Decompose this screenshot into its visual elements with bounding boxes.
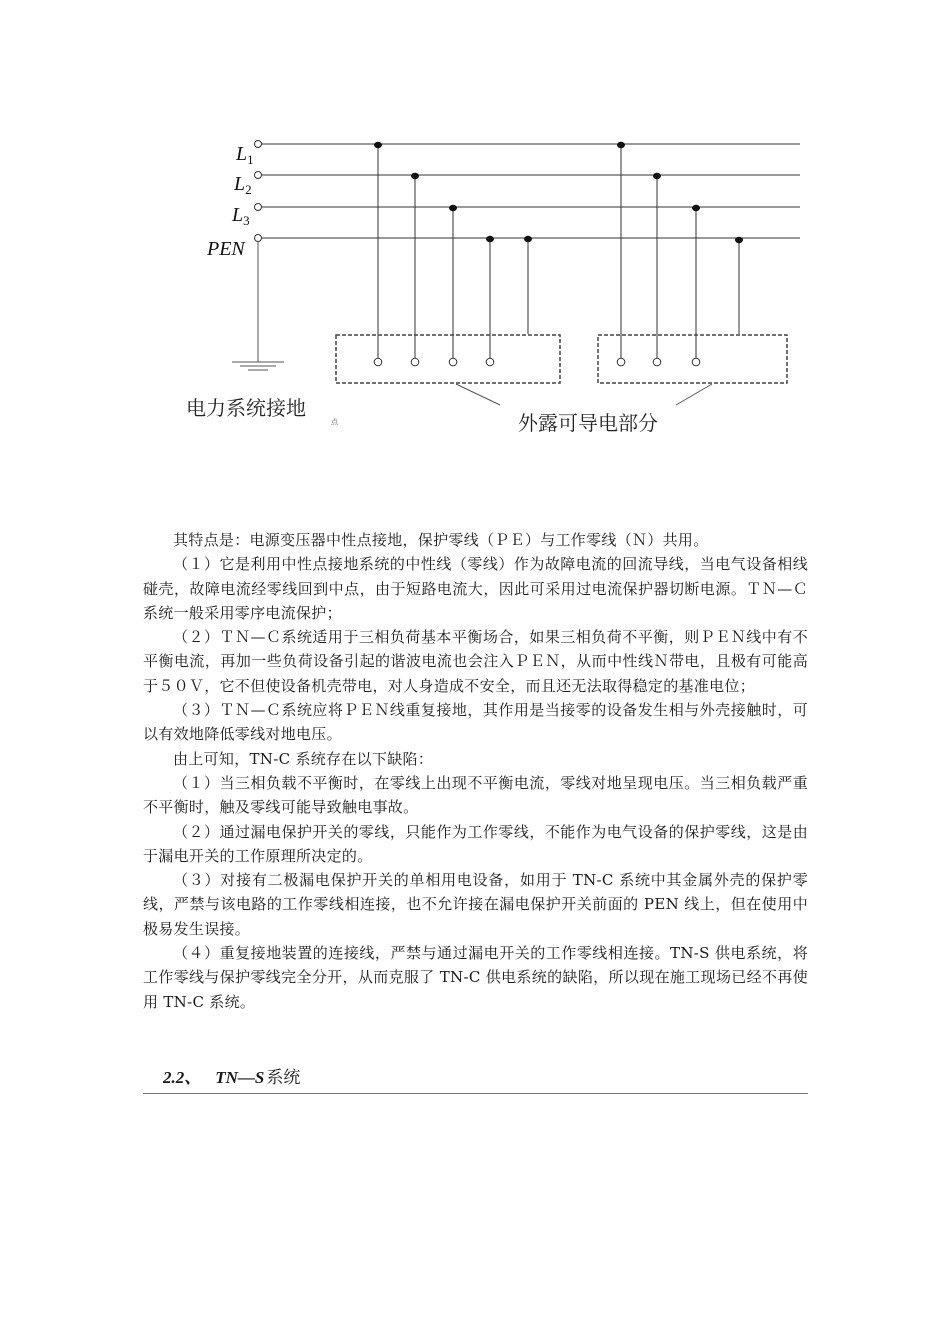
- terminal-l2: [255, 172, 262, 179]
- conductor-lines: [262, 144, 800, 238]
- label-l3: $L_3$: [232, 204, 250, 228]
- equipment-enclosure-left: [336, 335, 560, 383]
- label-l1: $L_1$: [236, 143, 254, 167]
- grounding-label-suffix: 点: [331, 418, 338, 426]
- terminal-pen: [255, 235, 262, 242]
- tn-c-system-diagram: [0, 0, 950, 500]
- terminals: [255, 141, 262, 242]
- ground-symbol: [232, 242, 284, 370]
- equipment-terminal: [374, 358, 382, 366]
- heading-rule: [143, 1093, 808, 1094]
- paragraph: （２）通过漏电保护开关的零线，只能作为工作零线，不能作为电气设备的保护零线，这是由于漏电开关的工作原理所决定的。: [143, 822, 808, 865]
- junction-dot: [524, 236, 532, 242]
- equipment-terminal: [411, 358, 419, 366]
- paragraph: （２）ＴＮ—Ｃ系统适用于三相负荷基本平衡场合，如果三相负荷不平衡，则ＰＥＮ线中有不平衡电流，再加一些负荷设备引起的谐波电流也会注入ＰＥＮ，从而中性线Ｎ带电，且极有可能高于５０Ｖ，它不但使设备机壳带电，对人身造成不安全，而且还无法取得稳定的基准电位；: [143, 628, 808, 695]
- equipment-terminal: [486, 358, 494, 366]
- junction-dot: [411, 173, 419, 179]
- leader-right: [676, 384, 712, 405]
- junction-dot: [374, 142, 382, 148]
- junction-dot: [617, 142, 625, 148]
- junction-dot: [692, 205, 700, 211]
- equipment-terminal: [617, 358, 625, 366]
- paragraph: （４）重复接地装置的连接线，严禁与通过漏电开关的工作零线相连接。TN-S 供电系统，将工作零线与保护零线完全分开，从而克服了 TN-C 供电系统的缺陷，所以现在施工现场已经不再使用 TN-C 系统。: [143, 944, 808, 1011]
- junction-dots: [374, 142, 743, 243]
- equipment-terminal: [449, 358, 457, 366]
- callout-leaders: [456, 384, 712, 405]
- conductor-labels: [206, 143, 254, 260]
- body-text: [143, 528, 808, 1014]
- terminal-l3: [255, 204, 262, 211]
- equipment-enclosure-right: [598, 335, 787, 383]
- paragraph: （１）它是利用中性点接地系统的中性线（零线）作为故障电流的回流导线，当电气设备相线碰壳，故障电流经零线回到中点，由于短路电流大，因此可采用过电流保护器切断电源。ＴＮ—Ｃ系统一般采用零序电流保护；: [143, 555, 808, 622]
- paragraph: （１）当三相负载不平衡时，在零线上出现不平衡电流，零线对地呈现电压。当三相负载严重不平衡时，触及零线可能导致触电事故。: [143, 773, 808, 817]
- section-title-prefix: TN—S: [215, 1068, 265, 1087]
- terminal-l1: [255, 141, 262, 148]
- enclosures: [336, 335, 787, 383]
- equipment-terminals: [374, 358, 700, 366]
- section-number: 2.2、: [163, 1068, 202, 1087]
- junction-dot: [486, 236, 494, 242]
- label-l2: $L_2$: [234, 173, 252, 197]
- drops: [378, 146, 739, 358]
- paragraph: （３）ＴＮ—Ｃ系统应将ＰＥＮ线重复接地，其作用是当接零的设备发生相与外壳接触时，可以有效地降低零线对地电压。: [143, 701, 808, 744]
- junction-dot: [735, 237, 743, 243]
- equipment-terminal: [653, 358, 661, 366]
- junction-dot: [653, 173, 661, 179]
- leader-left: [456, 384, 500, 405]
- junction-dot: [449, 205, 457, 211]
- exposed-parts-label: 外露可导电部分: [518, 413, 658, 435]
- paragraph: 其特点是：电源变压器中性点接地，保护零线（ＰＥ）与工作零线（Ｎ）共用。: [173, 531, 709, 549]
- paragraph: 由上可知，TN-C 系统存在以下缺陷：: [173, 749, 434, 768]
- section-title-suffix: 系统: [266, 1068, 301, 1088]
- section-heading: [163, 1063, 300, 1088]
- label-pen: PEN: [207, 238, 245, 260]
- equipment-terminal: [692, 358, 700, 366]
- paragraph: （３）对接有二极漏电保护开关的单相用电设备，如用于 TN-C 系统中其金属外壳的保护零线，严禁与该电路的工作零线相连接，也不允许接在漏电保护开关前面的 PEN 线上，但在使用中极易发生误接。: [143, 871, 808, 938]
- grounding-label: 电力系统接地: [186, 398, 306, 420]
